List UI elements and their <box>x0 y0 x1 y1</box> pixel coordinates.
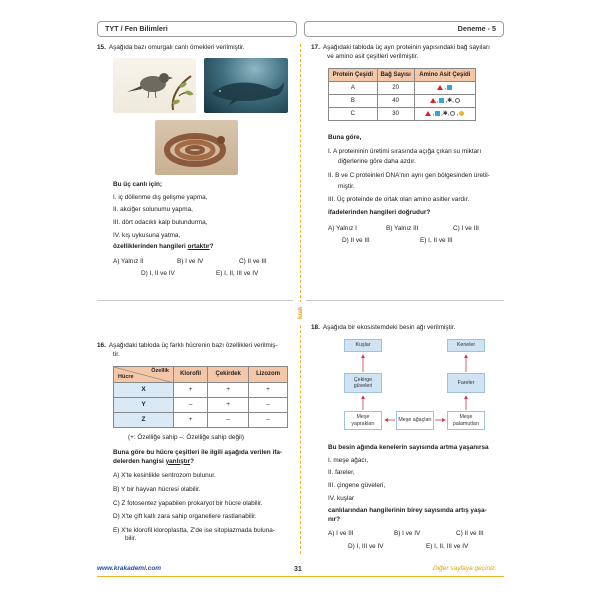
q17-item-1-cont: diğerlerine göre daha azdır. <box>338 158 416 166</box>
q17-option-a[interactable]: A) Yalnız I <box>328 225 357 233</box>
separator-comma: , <box>444 84 447 91</box>
q17-separator <box>306 300 504 301</box>
q15-item-3: III. dört odacıklı kalp bulundurma, <box>113 218 208 226</box>
q16-table <box>113 366 288 428</box>
header-exam <box>304 21 504 37</box>
q18-option-d[interactable]: D) I, III ve IV <box>348 543 384 551</box>
q15-question <box>113 243 293 252</box>
q15-option-c[interactable]: C) II ve III <box>239 257 267 265</box>
q16-body <box>113 449 298 544</box>
q17-question: ifadelerinden hangileri doğrudur? <box>328 208 431 216</box>
q16-legend: (+: Özelliğe sahip –: Özelliğe sahip değil) <box>128 434 244 441</box>
q18-option-a[interactable]: A) I ve III <box>328 530 354 538</box>
q18-question-emph: artma yaşanırsa <box>439 444 489 451</box>
header-exam-text: Deneme - 5 <box>457 24 496 34</box>
q17-stem-line2: ve amino asit çeşitleri verilmiştir. <box>327 52 419 60</box>
q17-stem-line1: Aşağıdaki tabloda üç ayrı proteinin yapısındaki bağ sayıları <box>322 44 490 51</box>
q17-item-1: I. A proteininin üretimi sırasında açığa çıkan su miktarı <box>328 147 482 155</box>
q16-question-line1: Buna göre bu hücre çeşitleri ile ilgili aşağıda verilen ifa- <box>113 449 283 456</box>
open-circle-icon <box>455 98 460 103</box>
q17-row-3-bonds: 30 <box>377 108 414 121</box>
q18-item-1: I. meşe ağacı, <box>328 456 369 464</box>
q16-stem-line1: Aşağıdaki tabloda üç farklı hücrenin bazı özellikleri verilmiş- <box>108 342 278 349</box>
column-divider <box>300 44 301 554</box>
q15-option-a[interactable]: A) Yalnız II <box>113 257 144 265</box>
q16-row-3-val-2: – <box>208 413 249 428</box>
table-row <box>114 383 288 398</box>
q16-row-2-val-1: – <box>174 398 208 413</box>
q17-row-2-aa <box>414 95 475 108</box>
q15-body <box>113 181 293 279</box>
q17-options-row-2 <box>328 237 506 246</box>
q17-header-2: Bağ Sayısı <box>377 69 414 82</box>
header-subject-text: TYT / Fen Bilimleri <box>105 24 168 34</box>
q15-option-e[interactable]: E) I, II, III ve IV <box>216 270 259 278</box>
q15-question-underlined: ortaktır <box>187 243 210 251</box>
q16-row-1-val-3: + <box>249 383 288 398</box>
q17-lead: Buna göre, <box>328 134 362 141</box>
node-mese-yapraklari: Meşe yaprakları <box>344 411 382 430</box>
separator-comma: , <box>441 110 443 117</box>
blue-square-icon <box>436 97 444 104</box>
footer-website-link[interactable]: www.krakademi.com <box>97 565 162 572</box>
q15-option-b[interactable]: B) I ve IV <box>177 257 204 265</box>
table-row <box>114 398 288 413</box>
bird-image <box>113 58 196 113</box>
q16-header-2: Çekirdek <box>208 367 249 383</box>
q15-options-row-1 <box>113 258 293 267</box>
q16-table-corner <box>114 367 174 383</box>
q18-item-4: IV. kuşlar <box>328 494 355 502</box>
q16-row-3-val-1: + <box>174 413 208 428</box>
q15-lead: Bu üç canlı için; <box>113 181 163 188</box>
q17-header-1: Protein Çeşidi <box>329 69 378 82</box>
q16-row-1-val-2: + <box>208 383 249 398</box>
node-mese-palamutlari: Meşe palamutları <box>447 411 485 430</box>
q18-body <box>328 444 506 552</box>
q16-row-3-val-3: – <box>249 413 288 428</box>
q17-option-b[interactable]: B) Yalnız III <box>386 225 419 233</box>
q16-corner-bottom: Hücre <box>118 373 134 380</box>
q15-option-d[interactable]: D) I, II ve IV <box>141 270 175 278</box>
q17-stem <box>311 44 506 61</box>
triangle-icon <box>425 111 431 116</box>
q16-stem-line2: tir. <box>113 350 120 358</box>
q18-number: 18. <box>311 324 320 331</box>
q15-item-1: I. iç döllenme dış gelişme yapma, <box>113 193 208 201</box>
q18-stem <box>311 324 506 333</box>
q17-row-3-name: C <box>329 108 378 121</box>
q15-item-2: II. akciğer solunumu yapma, <box>113 206 193 214</box>
food-web-arrows <box>340 336 490 436</box>
q16-option-c[interactable]: C) Z fotosentez yapabilen prokaryot bir hücre olabilir. <box>113 499 263 507</box>
node-keneler: Keneler <box>447 339 485 352</box>
q15-stem-text: Aşağıda bazı omurgalı canlı örnekleri verilmiştir. <box>108 44 245 51</box>
q16-row-2-cell: Y <box>114 398 174 413</box>
node-fareler: Fareler <box>447 373 485 393</box>
separator-comma: , <box>447 110 450 117</box>
q18-option-e[interactable]: E) I, II, III ve IV <box>426 543 469 551</box>
separator-comma: , <box>432 110 435 117</box>
q17-number: 17. <box>311 44 320 51</box>
q15-stem <box>97 44 297 53</box>
q17-item-2-cont: miştir. <box>338 182 355 190</box>
separator-comma: , <box>456 110 459 117</box>
q15-item-4: IV. kış uykusuna yatma, <box>113 231 181 239</box>
q16-question-line2 <box>113 458 298 467</box>
q17-body <box>328 134 506 246</box>
q15-number: 15. <box>97 44 106 51</box>
triangle-icon <box>437 85 443 90</box>
table-row <box>329 108 476 121</box>
q16-question-pre: delerden hangisi <box>113 457 166 465</box>
q17-row-2-bonds: 40 <box>377 95 414 108</box>
q15-separator <box>97 300 293 301</box>
q18-option-b[interactable]: B) I ve IV <box>394 530 421 538</box>
q16-corner-top: Özellik <box>151 368 169 374</box>
q17-row-1-name: A <box>329 82 378 95</box>
star-icon: ✱ <box>442 110 448 117</box>
q15-question-pre: özelliklerinden hangileri <box>113 243 188 251</box>
snake-image <box>155 120 238 175</box>
node-cekirge-guveleri: Çekirge güveleri <box>344 373 382 393</box>
q16-row-2-val-2: + <box>208 398 249 413</box>
table-row <box>114 413 288 428</box>
q18-question-line2: canlılarından hangilerinin birey sayısında artış yaşa- <box>328 507 487 515</box>
separator-comma: , <box>436 97 439 104</box>
q15-question-post: ? <box>209 243 214 251</box>
blue-square-icon <box>447 85 452 90</box>
q16-row-2-val-3: – <box>249 398 288 413</box>
q17-row-3-aa <box>414 108 475 121</box>
table-row <box>329 95 476 108</box>
next-page-note: Diğer sayfaya geçiniz. <box>433 565 497 572</box>
q16-option-e-cont: bilir. <box>125 535 137 543</box>
triangle-icon <box>430 98 436 103</box>
q17-header-3: Amino Asit Çeşidi <box>414 69 475 82</box>
q16-row-1-cell: X <box>114 383 174 398</box>
q16-question-post: ? <box>190 457 194 465</box>
q16-question-underlined: yanlıştır <box>165 457 191 465</box>
whale-image <box>204 58 288 113</box>
q17-option-e[interactable]: E) I, II ve III <box>420 237 453 245</box>
q16-number: 16. <box>97 342 106 349</box>
q17-table <box>328 68 476 121</box>
q15-options-row-2 <box>113 270 293 279</box>
q17-item-2: II. B ve C proteinleri DNA'nın aynı gen bölgesinden üretil- <box>328 171 490 179</box>
page-number: 31 <box>294 566 302 573</box>
node-kuslar: Kuşlar <box>344 339 382 352</box>
open-circle-icon <box>447 110 455 117</box>
footer-rule <box>97 576 504 577</box>
q17-option-c[interactable]: C) I ve III <box>453 225 479 233</box>
q18-question-line3: nır? <box>328 515 341 523</box>
q16-option-a[interactable]: A) X'te kesinlikle sentrozom bulunur. <box>113 472 216 480</box>
q16-row-3-cell: Z <box>114 413 174 428</box>
q17-option-d[interactable]: D) II ve III <box>342 237 370 245</box>
q16-header-1: Klorofil <box>174 367 208 383</box>
q18-options-row-1 <box>328 530 506 539</box>
q18-options-row-2 <box>328 543 506 552</box>
q16-option-b[interactable]: B) Y bir hayvan hücresi olabilir. <box>113 485 201 493</box>
q18-item-3: III. çingene güveleri, <box>328 481 386 489</box>
header-subject <box>97 21 297 37</box>
q18-question-pre: Bu besin ağında kenelerin sayısında <box>328 444 440 451</box>
brand-tag: krak <box>295 302 307 324</box>
star-icon: ✱ <box>447 97 453 104</box>
q18-question-line1 <box>328 444 506 453</box>
q18-option-c[interactable]: C) II ve III <box>456 530 484 538</box>
node-mese-agaclari: Meşe ağaçları <box>396 411 434 430</box>
table-row <box>329 82 476 95</box>
q18-item-2: II. fareler, <box>328 469 355 477</box>
q17-row-1-aa <box>414 82 475 95</box>
q17-row-1-bonds: 20 <box>377 82 414 95</box>
yellow-circle-icon <box>459 111 464 116</box>
q17-row-2-name: B <box>329 95 378 108</box>
blue-square-icon <box>435 111 440 116</box>
q16-stem <box>97 342 297 359</box>
q17-item-3: III. Üç proteinde de ortak olan amino asitler vardır. <box>328 196 470 204</box>
q16-option-e[interactable]: E) X'te klorofil kloroplastta, Z'de ise sitoplazmada buluna- <box>113 526 275 534</box>
q17-options-row-1 <box>328 225 506 234</box>
separator-comma: , <box>452 97 454 104</box>
q16-header-3: Lizozom <box>249 367 288 383</box>
separator-comma: , <box>445 97 448 104</box>
q16-option-d[interactable]: D) X'te çift katlı zara sahip organellere rastlanabilir. <box>113 513 257 521</box>
q16-row-1-val-1: + <box>174 383 208 398</box>
q18-stem-text: Aşağıda bir ekosistemdeki besin ağı verilmiştir. <box>322 324 456 331</box>
